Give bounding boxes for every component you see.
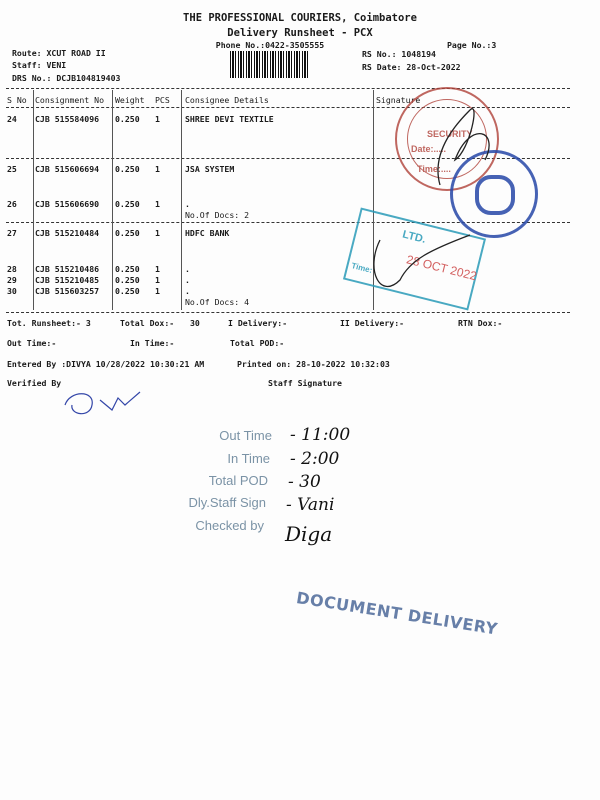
cell-pcs: 1 <box>155 264 160 274</box>
in-time: In Time:- <box>130 338 175 348</box>
cell-consignee: . <box>185 275 190 285</box>
cell-weight: 0.250 <box>115 164 140 174</box>
red-company-stamp: SECURITY Date:..... Time:.... <box>395 87 499 191</box>
return-dox: RTN Dox:- <box>458 318 503 328</box>
entered-by: Entered By :DIVYA 10/28/2022 10:30:21 AM <box>7 359 205 369</box>
cell-weight: 0.250 <box>115 275 140 285</box>
col-weight: Weight <box>115 95 145 105</box>
cell-pcs: 1 <box>155 228 160 238</box>
drs-number: DRS No.: DCJB104819403 <box>12 73 121 83</box>
handwritten-value: Diga <box>285 522 333 546</box>
total-pod: Total POD:- <box>230 338 285 348</box>
cell-pcs: 1 <box>155 199 160 209</box>
rs-number: RS No.: 1048194 <box>362 49 436 59</box>
col-sno: S No <box>7 95 27 105</box>
company-name: THE PROFESSIONAL COURIERS, Coimbatore <box>183 12 417 24</box>
cell-sno: 25 <box>7 164 17 174</box>
docs-count: No.Of Docs: 4 <box>185 297 250 307</box>
cell-sno: 26 <box>7 199 17 209</box>
col-pcs: PCS <box>155 95 170 105</box>
cell-consignee: . <box>185 264 190 274</box>
cell-pcs: 1 <box>155 114 160 124</box>
verified-by: Verified By <box>7 378 62 388</box>
cell-weight: 0.250 <box>115 228 140 238</box>
cell-weight: 0.250 <box>115 264 140 274</box>
document-delivery-stamp: DOCUMENT DELIVERY <box>295 588 500 639</box>
cell-cons: CJB 515210484 <box>35 228 100 238</box>
cell-weight: 0.250 <box>115 199 140 209</box>
cell-weight: 0.250 <box>115 286 140 296</box>
cell-pcs: 1 <box>155 286 160 296</box>
cell-weight: 0.250 <box>115 114 140 124</box>
stamp-label: Total POD <box>208 473 268 488</box>
col-consignee: Consignee Details <box>185 95 269 105</box>
cell-sno: 24 <box>7 114 17 124</box>
cell-cons: CJB 515584096 <box>35 114 100 124</box>
col-signature: Signature <box>376 95 421 105</box>
cell-consignee: . <box>185 286 190 296</box>
handwritten-value: - Vani <box>286 495 335 515</box>
stamp-label: In Time <box>227 451 270 466</box>
total-dox-value: 30 <box>190 318 200 328</box>
total-runsheet: Tot. Runsheet:- 3 <box>7 318 91 328</box>
cell-cons: CJB 515210486 <box>35 264 100 274</box>
stamp-label: Out Time <box>219 428 272 443</box>
handwritten-value: - 11:00 <box>290 425 351 445</box>
cell-consignee: SHREE DEVI TEXTILE <box>185 114 274 124</box>
document-title: Delivery Runsheet - PCX <box>227 27 373 39</box>
teal-bank-stamp: 28 OCT 2022 LTD. Time: <box>343 207 486 310</box>
cell-sno: 29 <box>7 275 17 285</box>
handwritten-value: - 2:00 <box>290 449 340 469</box>
cell-pcs: 1 <box>155 275 160 285</box>
cell-consignee: HDFC BANK <box>185 228 230 238</box>
second-delivery: II Delivery:- <box>340 318 405 328</box>
staff: Staff: VENI <box>12 60 67 70</box>
cell-cons: CJB 515210485 <box>35 275 100 285</box>
cell-sno: 28 <box>7 264 17 274</box>
phone-number: Phone No.:0422-3505555 <box>215 40 325 50</box>
cell-sno: 27 <box>7 228 17 238</box>
cell-consignee: JSA SYSTEM <box>185 164 235 174</box>
out-time: Out Time:- <box>7 338 57 348</box>
stamp-label: Checked by <box>195 518 264 533</box>
cell-sno: 30 <box>7 286 17 296</box>
cell-consignee: . <box>185 199 190 209</box>
staff-signature: Staff Signature <box>268 378 342 388</box>
cell-cons: CJB 515606690 <box>35 199 100 209</box>
printed-on: Printed on: 28-10-2022 10:32:03 <box>237 359 390 369</box>
rs-date: RS Date: 28-Oct-2022 <box>362 62 461 72</box>
docs-count: No.Of Docs: 2 <box>185 210 250 220</box>
handwritten-value: - 30 <box>288 472 321 492</box>
cell-cons: CJB 515606694 <box>35 164 100 174</box>
page-number: Page No.:3 <box>447 40 497 50</box>
route: Route: XCUT ROAD II <box>12 48 106 58</box>
cell-cons: CJB 515603257 <box>35 286 100 296</box>
stamp-label: Dly.Staff Sign <box>188 495 266 510</box>
cell-pcs: 1 <box>155 164 160 174</box>
total-dox-label: Total Dox:- <box>120 318 175 328</box>
col-consignment: Consignment No <box>35 95 105 105</box>
first-delivery: I Delivery:- <box>228 318 288 328</box>
